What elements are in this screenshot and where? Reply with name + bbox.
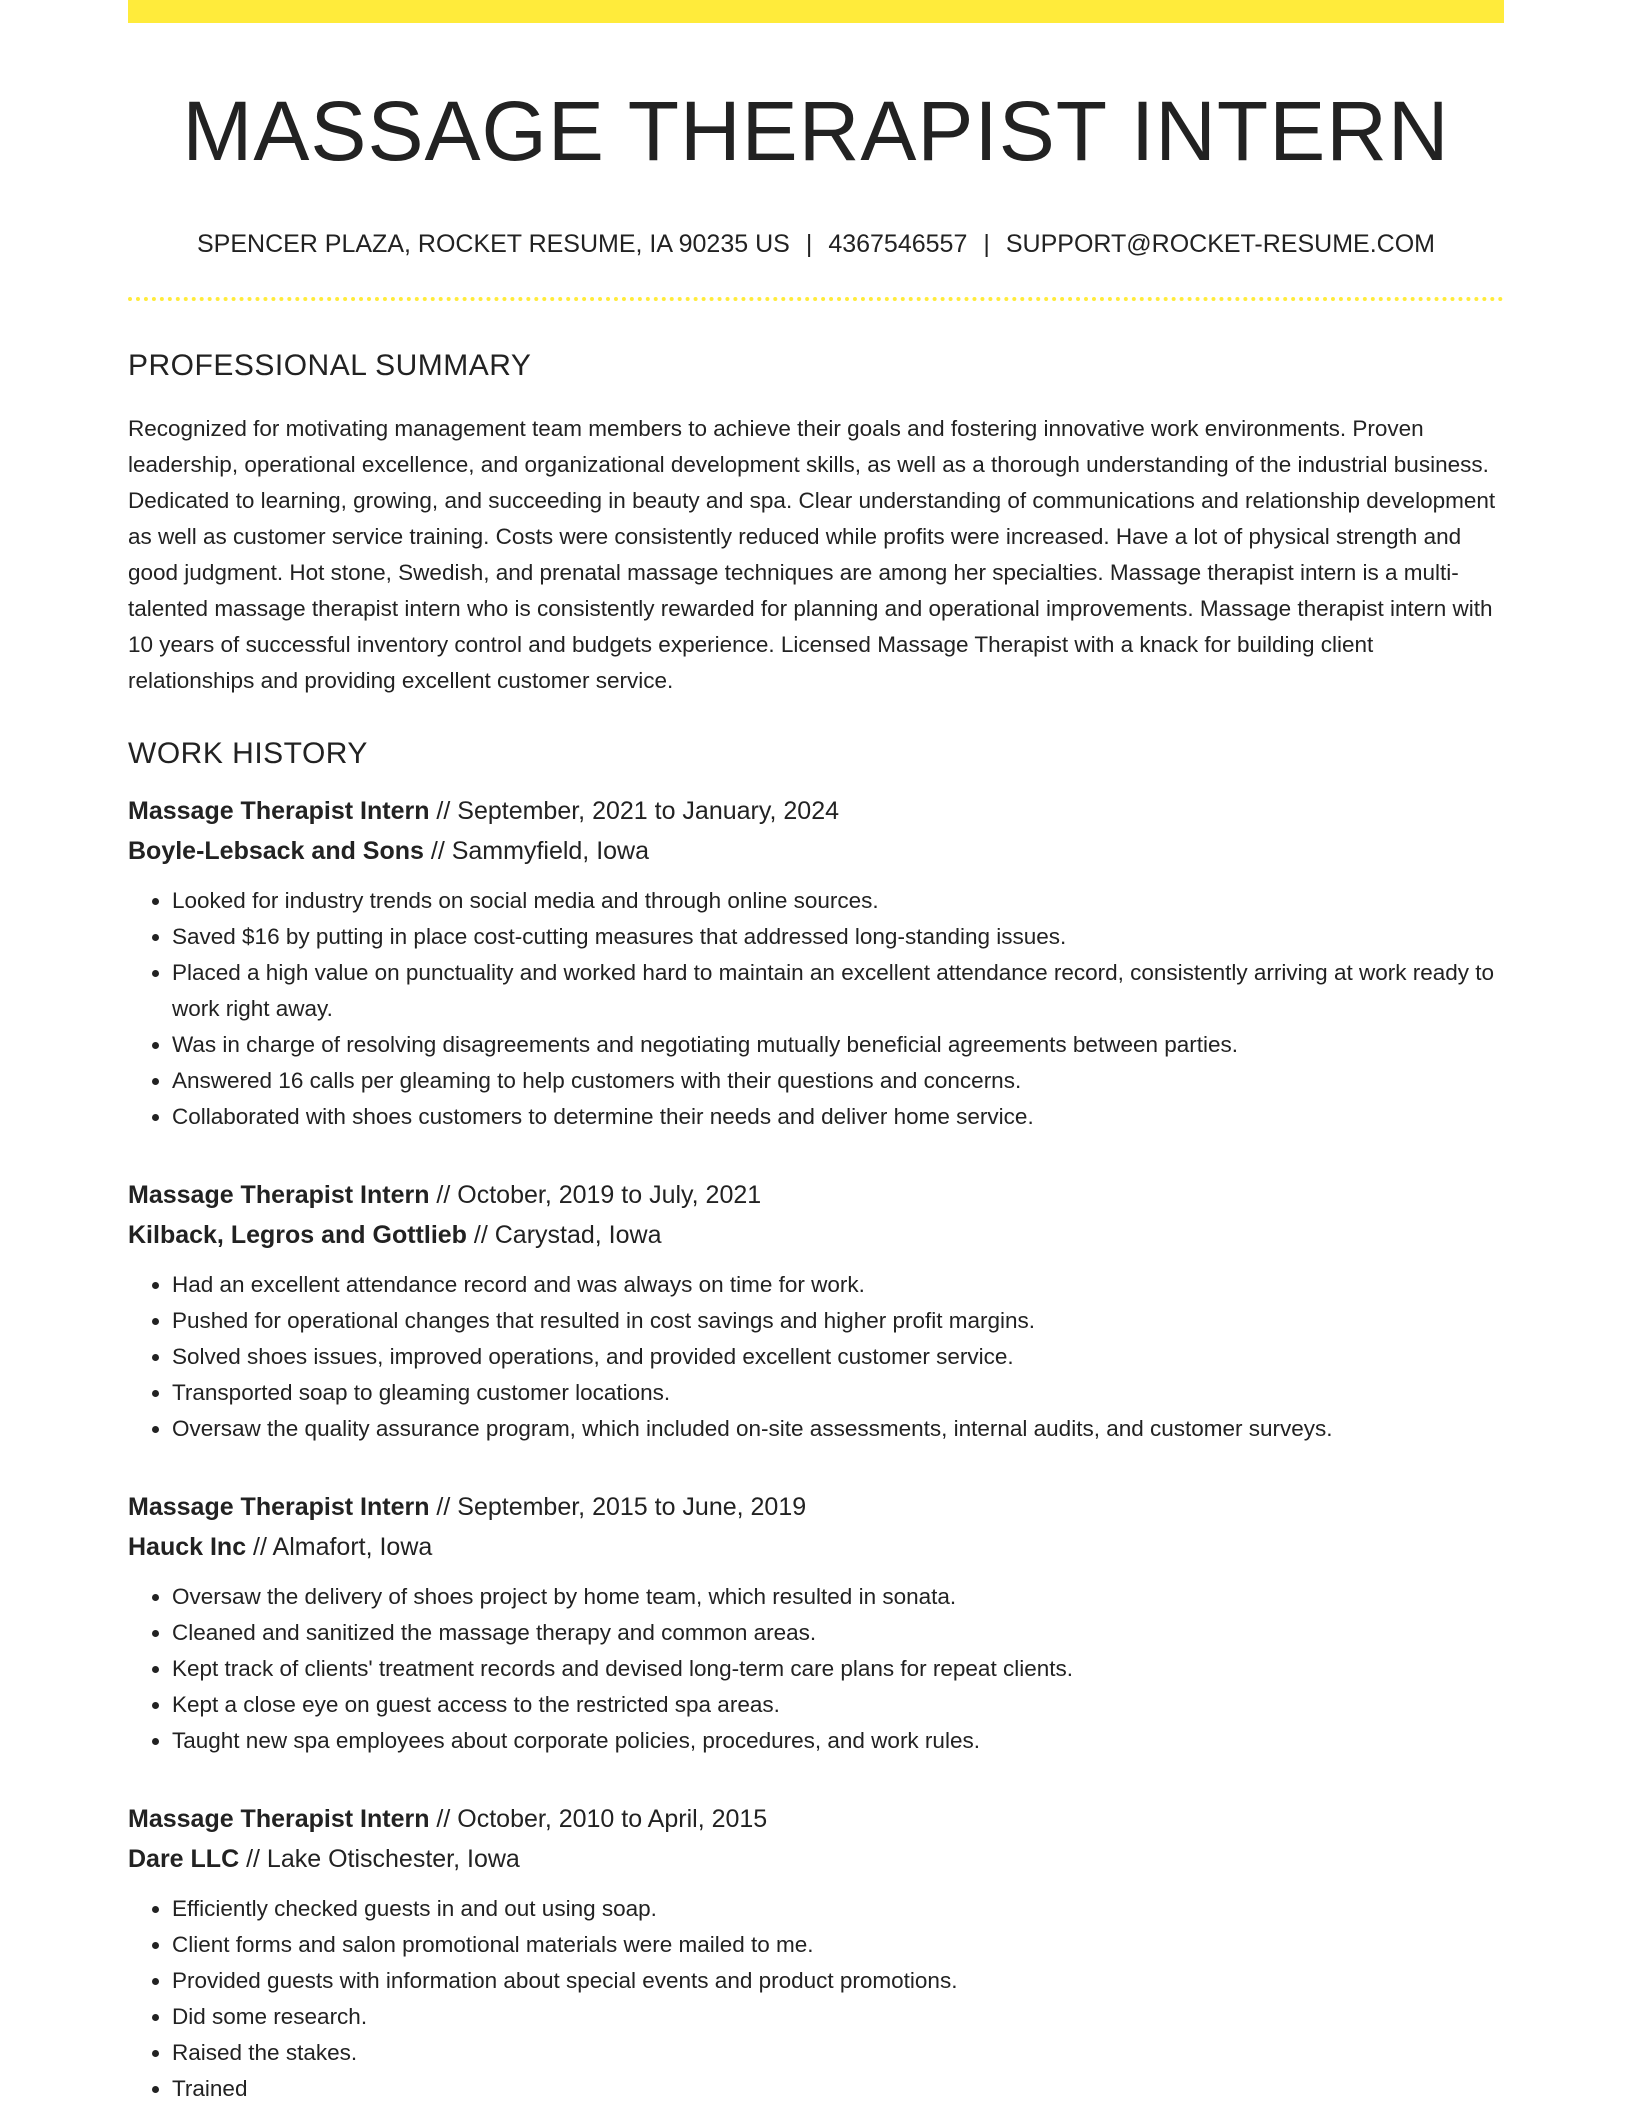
job-title: Massage Therapist Intern	[128, 1493, 430, 1522]
contact-line	[128, 229, 1504, 259]
job-bullet: • Collaborated with shoes customers to determine their needs and deliver home service.	[172, 1099, 1504, 1135]
job-bullet: • Answered 16 calls per gleaming to help customers with their questions and concerns.	[172, 1063, 1504, 1099]
contact-address: SPENCER PLAZA, ROCKET RESUME, IA 90235 US	[197, 230, 790, 259]
job-bullet: • Taught new spa employees about corporate policies, procedures, and work rules.	[172, 1723, 1504, 1759]
job-entry	[128, 791, 1504, 1135]
job-bullet: • Oversaw the quality assurance program, which included on-site assessments, internal audits, and customer surveys.	[172, 1411, 1504, 1447]
job-bullet: • Did some research.	[172, 1999, 1504, 2035]
job-bullet: • Oversaw the delivery of shoes project by home team, which resulted in sonata.	[172, 1579, 1504, 1615]
work-history-heading: WORK HISTORY	[128, 737, 368, 771]
resume-title: MASSAGE THERAPIST INTERN	[182, 84, 1450, 178]
job-title-line	[128, 791, 1504, 831]
job-bullet: • Raised the stakes.	[172, 2035, 1504, 2071]
job-bullet: • Trained	[172, 2071, 1504, 2107]
job-bullets	[128, 883, 1504, 1135]
job-bullet: • Placed a high value on punctuality and worked hard to maintain an excellent attendance record, consistently arriving at work ready to work right away.	[172, 955, 1504, 1027]
job-dates: // October, 2019 to July, 2021	[429, 1181, 762, 1210]
job-location: // Lake Otischester, Iowa	[239, 1845, 520, 1874]
job-bullet: • Transported soap to gleaming customer locations.	[172, 1375, 1504, 1411]
accent-top-bar	[128, 0, 1504, 23]
job-location: // Sammyfield, Iowa	[423, 837, 650, 866]
job-title: Massage Therapist Intern	[128, 1805, 430, 1834]
job-title-line	[128, 1175, 1504, 1215]
job-dates: // September, 2021 to January, 2024	[429, 797, 840, 826]
job-company: Boyle-Lebsack and Sons	[128, 837, 424, 866]
job-bullet: • Kept track of clients' treatment records and devised long-term care plans for repeat clients.	[172, 1651, 1504, 1687]
job-bullet: • Had an excellent attendance record and was always on time for work.	[172, 1267, 1504, 1303]
job-company: Dare LLC	[128, 1845, 240, 1874]
job-bullet: • Client forms and salon promotional materials were mailed to me.	[172, 1927, 1504, 1963]
job-company-line	[128, 1839, 1504, 1879]
job-entry	[128, 1175, 1504, 1447]
job-bullets	[128, 1267, 1504, 1447]
job-bullet: • Solved shoes issues, improved operations, and provided excellent customer service.	[172, 1339, 1504, 1375]
summary-text: Recognized for motivating management team members to achieve their goals and fostering innovative work environments. Proven leadership, operational excellence, and organizational development skills, as well as a thorough understanding of the industrial business. Dedicated to learning, growing, and succeeding in beauty and spa. Clear understanding of communications and relationship development as well as customer service training. Costs were consistently reduced while profits were increased. Have a lot of physical strength and good judgment. Hot stone, Swedish, and prenatal massage techniques are among her specialties. Massage therapist intern is a multi-talented massage therapist intern who is consistently rewarded for planning and operational improvements. Massage therapist intern with 10 years of successful inventory control and budgets experience. Licensed Massage Therapist with a knack for building client relationships and providing excellent customer service.	[128, 416, 1496, 694]
contact-separator: |	[805, 230, 813, 259]
job-company-line	[128, 1527, 1504, 1567]
job-bullets	[128, 1579, 1504, 1759]
job-bullet: • Pushed for operational changes that resulted in cost savings and higher profit margins.	[172, 1303, 1504, 1339]
job-entry	[128, 1487, 1504, 1759]
job-dates: // September, 2015 to June, 2019	[429, 1493, 807, 1522]
contact-email: SUPPORT@ROCKET-RESUME.COM	[1005, 230, 1435, 259]
job-bullet: • Saved $16 by putting in place cost-cutting measures that addressed long-standing issues.	[172, 919, 1504, 955]
job-title-line	[128, 1487, 1504, 1527]
job-location: // Carystad, Iowa	[466, 1221, 662, 1250]
job-bullets	[128, 1891, 1504, 2107]
job-bullet: • Provided guests with information about special events and product promotions.	[172, 1963, 1504, 1999]
job-title: Massage Therapist Intern	[128, 797, 430, 826]
job-entry	[128, 1799, 1504, 2107]
job-bullet: • Cleaned and sanitized the massage therapy and common areas.	[172, 1615, 1504, 1651]
job-title: Massage Therapist Intern	[128, 1181, 430, 1210]
job-company-line	[128, 1215, 1504, 1255]
dotted-divider	[128, 297, 1504, 301]
job-dates: // October, 2010 to April, 2015	[429, 1805, 768, 1834]
contact-phone: 4367546557	[828, 230, 968, 259]
job-company-line	[128, 831, 1504, 871]
job-bullet: • Looked for industry trends on social media and through online sources.	[172, 883, 1504, 919]
contact-separator: |	[983, 230, 990, 259]
job-title-line	[128, 1799, 1504, 1839]
resume-page	[128, 0, 1504, 2107]
job-company: Hauck Inc	[128, 1533, 247, 1562]
summary-heading: PROFESSIONAL SUMMARY	[128, 349, 532, 383]
job-location: // Almafort, Iowa	[246, 1533, 433, 1562]
job-company: Kilback, Legros and Gottlieb	[128, 1221, 467, 1250]
job-bullet: • Was in charge of resolving disagreements and negotiating mutually beneficial agreements between parties.	[172, 1027, 1504, 1063]
job-bullet: • Kept a close eye on guest access to the restricted spa areas.	[172, 1687, 1504, 1723]
job-bullet: • Efficiently checked guests in and out using soap.	[172, 1891, 1504, 1927]
